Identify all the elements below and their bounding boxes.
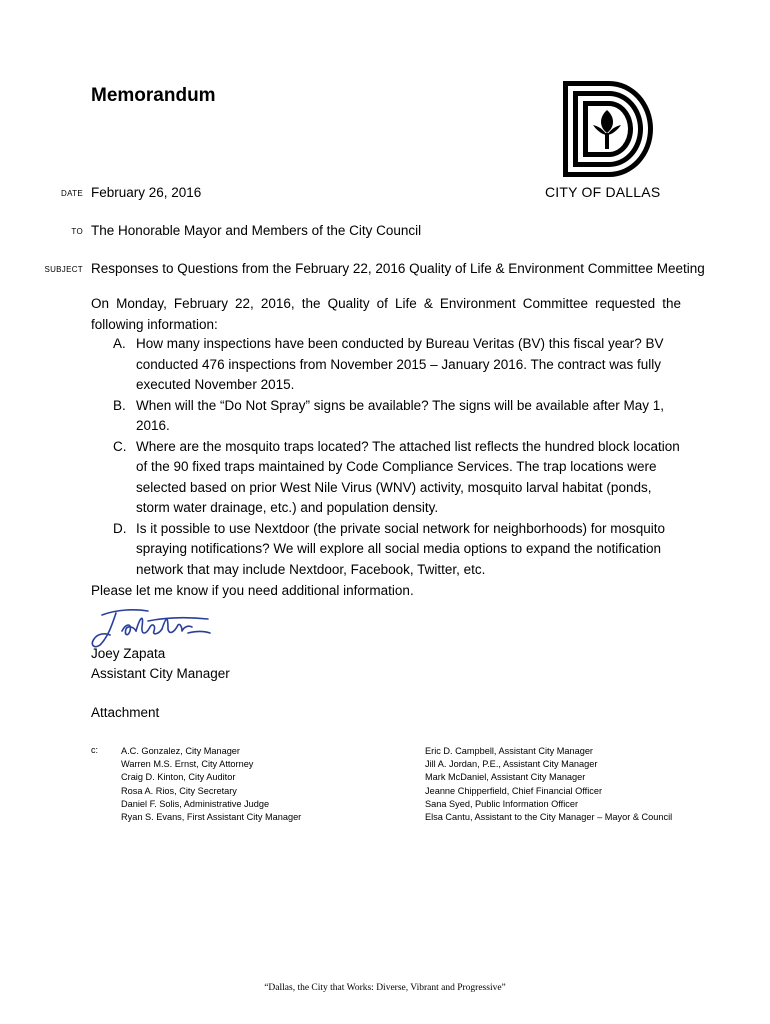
intro-paragraph: On Monday, February 22, 2016, the Quality of Life & Environment Committee requested the following information: xyxy=(91,296,681,332)
cc-recipient: Daniel F. Solis, Administrative Judge xyxy=(121,798,270,809)
list-item xyxy=(110,334,682,396)
signer-block xyxy=(91,644,230,684)
list-item xyxy=(110,437,682,519)
attachment-label: Attachment xyxy=(91,705,160,720)
list-item-text: Is it possible to use Nextdoor (the private social network for neighborhoods) for mosquito spraying notifications? We will explore all social media options to expand the notification network that may include Nextdoor, Facebook, Twitter, etc. xyxy=(136,520,666,577)
cc-recipient: Warren M.S. Ernst, City Attorney xyxy=(121,759,254,770)
subject-label: SUBJECT xyxy=(44,265,83,274)
cc-recipient: Jeanne Chipperfield, Chief Financial Officer xyxy=(425,785,603,796)
closing-paragraph: Please let me know if you need additional information. xyxy=(91,583,414,598)
to-label: TO xyxy=(71,227,83,236)
signer-name: Joey Zapata xyxy=(91,646,166,661)
cc-recipient: Eric D. Campbell, Assistant City Manager xyxy=(425,746,593,756)
list-item xyxy=(110,519,682,581)
date-value: February 26, 2016 xyxy=(91,185,202,200)
memo-title: Memorandum xyxy=(91,85,216,106)
date-label: DATE xyxy=(61,189,83,198)
list-item-letter: C. xyxy=(113,438,127,454)
cc-list-right xyxy=(425,745,672,824)
cc-label: c: xyxy=(91,745,99,755)
subject-value: Responses to Questions from the February 22, 2016 Quality of Life & Environment Committee Meeting xyxy=(91,261,705,276)
list-item-text: When will the “Do Not Spray” signs be available? The signs will be available after May 1, 2016. xyxy=(136,397,665,433)
cc-recipient: Elsa Cantu, Assistant to the City Manager – Mayor & Council xyxy=(425,812,673,823)
cc-recipient: Jill A. Jordan, P.E., Assistant City Manager xyxy=(425,759,598,770)
to-value: The Honorable Mayor and Members of the City Council xyxy=(91,223,422,238)
cc-recipient: Sana Syed, Public Information Officer xyxy=(425,798,579,809)
cc-recipient: Craig D. Kinton, City Auditor xyxy=(121,772,236,783)
footer-motto: “Dallas, the City that Works: Diverse, Vibrant and Progressive” xyxy=(264,983,506,993)
list-item-letter: B. xyxy=(113,397,126,413)
cc-recipient: Rosa A. Rios, City Secretary xyxy=(121,785,237,796)
cc-recipient: A.C. Gonzalez, City Manager xyxy=(121,746,240,756)
signer-title: Assistant City Manager xyxy=(91,666,230,681)
question-list xyxy=(110,334,682,580)
cc-recipient: Ryan S. Evans, First Assistant City Manager xyxy=(121,812,302,823)
city-of-dallas-label: CITY OF DALLAS xyxy=(545,184,661,200)
cc-list-left xyxy=(121,745,301,824)
city-of-dallas-logo xyxy=(563,81,653,177)
list-item-letter: A. xyxy=(113,336,126,351)
list-item-letter: D. xyxy=(113,520,127,536)
list-item-text: Where are the mosquito traps located? The attached list reflects the hundred block location of the 90 fixed traps maintained by Code Compliance Services. The trap locations were selected based on prior West Nile Virus (WNV) activity, mosquito larval habitat (ponds, storm water drainage, etc.) and population density. xyxy=(136,438,680,515)
cc-recipient: Mark McDaniel, Assistant City Manager xyxy=(425,772,586,783)
list-item xyxy=(110,396,682,437)
list-item-text: How many inspections have been conducted by Bureau Veritas (BV) this fiscal year? BV conducted 476 inspections from November 2015 – January 2016. The contract was fully executed November 2015. xyxy=(136,336,664,392)
